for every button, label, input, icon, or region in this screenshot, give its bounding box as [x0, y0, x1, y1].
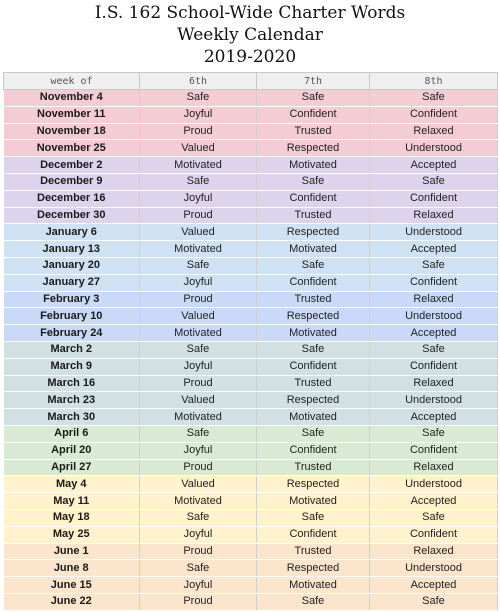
week-cell[interactable]: January 27 [4, 274, 140, 291]
document-subtitle: Weekly Calendar [177, 25, 323, 45]
grade-7-word-cell[interactable]: Respected [257, 560, 370, 577]
grade-6-word-cell[interactable]: Valued [140, 476, 257, 493]
week-cell[interactable]: April 20 [4, 442, 140, 459]
week-cell[interactable]: December 30 [4, 207, 140, 224]
table-row [4, 274, 498, 291]
grade-6-word-cell[interactable]: Safe [140, 560, 257, 577]
grade-7-word-cell[interactable]: Confident [257, 106, 370, 123]
grade-6-word-cell[interactable]: Valued [140, 140, 257, 157]
week-cell[interactable]: March 9 [4, 358, 140, 375]
grade-6-word-cell[interactable]: Safe [140, 341, 257, 358]
header-6th-grade[interactable]: 6th [140, 73, 257, 90]
grade-8-word-cell[interactable]: Safe [370, 509, 498, 526]
grade-7-word-cell[interactable]: Confident [257, 358, 370, 375]
grade-8-word-cell[interactable]: Accepted [370, 493, 498, 510]
table-body [4, 90, 498, 611]
grade-7-word-cell[interactable]: Trusted [257, 207, 370, 224]
grade-7-word-cell[interactable]: Confident [257, 274, 370, 291]
week-cell[interactable]: March 2 [4, 341, 140, 358]
grade-8-word-cell[interactable]: Accepted [370, 577, 498, 594]
table-row [4, 90, 498, 107]
table-row [4, 375, 498, 392]
grade-8-word-cell[interactable]: Understood [370, 476, 498, 493]
grade-7-word-cell[interactable]: Respected [257, 140, 370, 157]
week-cell[interactable]: December 9 [4, 173, 140, 190]
week-cell[interactable]: November 18 [4, 123, 140, 140]
grade-6-word-cell[interactable]: Proud [140, 543, 257, 560]
title-block [0, 0, 500, 72]
grade-6-word-cell[interactable]: Proud [140, 593, 257, 610]
table-row [4, 509, 498, 526]
grade-8-word-cell[interactable]: Safe [370, 173, 498, 190]
week-cell[interactable]: May 18 [4, 509, 140, 526]
week-cell[interactable]: February 3 [4, 291, 140, 308]
grade-6-word-cell[interactable]: Valued [140, 308, 257, 325]
grade-8-word-cell[interactable]: Accepted [370, 409, 498, 426]
table-row [4, 358, 498, 375]
grade-6-word-cell[interactable]: Proud [140, 123, 257, 140]
grade-8-word-cell[interactable]: Understood [370, 308, 498, 325]
week-cell[interactable]: March 23 [4, 392, 140, 409]
grade-7-word-cell[interactable]: Safe [257, 425, 370, 442]
header-7th-grade[interactable]: 7th [257, 73, 370, 90]
week-cell[interactable]: May 25 [4, 526, 140, 543]
grade-6-word-cell[interactable]: Joyful [140, 106, 257, 123]
week-cell[interactable]: March 16 [4, 375, 140, 392]
grade-7-word-cell[interactable]: Confident [257, 190, 370, 207]
charter-words-table [3, 72, 498, 611]
grade-7-word-cell[interactable]: Motivated [257, 241, 370, 258]
week-cell[interactable]: April 27 [4, 459, 140, 476]
table-row [4, 325, 498, 342]
grade-8-word-cell[interactable]: Confident [370, 190, 498, 207]
week-cell[interactable]: February 10 [4, 308, 140, 325]
grade-8-word-cell[interactable]: Accepted [370, 241, 498, 258]
grade-7-word-cell[interactable]: Confident [257, 442, 370, 459]
grade-8-word-cell[interactable]: Safe [370, 257, 498, 274]
week-cell[interactable]: June 1 [4, 543, 140, 560]
grade-6-word-cell[interactable]: Motivated [140, 409, 257, 426]
grade-7-word-cell[interactable]: Confident [257, 526, 370, 543]
grade-7-word-cell[interactable]: Trusted [257, 291, 370, 308]
grade-8-word-cell[interactable]: Accepted [370, 325, 498, 342]
table-row [4, 459, 498, 476]
grade-8-word-cell[interactable]: Understood [370, 140, 498, 157]
grade-8-word-cell[interactable]: Confident [370, 442, 498, 459]
grade-6-word-cell[interactable]: Safe [140, 509, 257, 526]
week-cell[interactable]: November 25 [4, 140, 140, 157]
week-cell[interactable]: January 13 [4, 241, 140, 258]
grade-7-word-cell[interactable]: Respected [257, 392, 370, 409]
week-cell[interactable]: December 2 [4, 157, 140, 174]
table-row [4, 291, 498, 308]
grade-6-word-cell[interactable]: Safe [140, 257, 257, 274]
grade-8-word-cell[interactable]: Relaxed [370, 207, 498, 224]
table-row [4, 526, 498, 543]
grade-7-word-cell[interactable]: Motivated [257, 409, 370, 426]
grade-7-word-cell[interactable]: Respected [257, 224, 370, 241]
table-row [4, 593, 498, 610]
header-8th-grade[interactable]: 8th [370, 73, 498, 90]
table-row [4, 190, 498, 207]
table-row [4, 106, 498, 123]
week-cell[interactable]: May 4 [4, 476, 140, 493]
grade-8-word-cell[interactable]: Understood [370, 560, 498, 577]
table-row [4, 425, 498, 442]
grade-6-word-cell[interactable]: Motivated [140, 241, 257, 258]
week-cell[interactable]: December 16 [4, 190, 140, 207]
grade-8-word-cell[interactable]: Safe [370, 341, 498, 358]
grade-7-word-cell[interactable]: Trusted [257, 543, 370, 560]
grade-6-word-cell[interactable]: Joyful [140, 442, 257, 459]
grade-7-word-cell[interactable]: Trusted [257, 123, 370, 140]
grade-7-word-cell[interactable]: Respected [257, 308, 370, 325]
table-row [4, 560, 498, 577]
grade-7-word-cell[interactable]: Motivated [257, 577, 370, 594]
grade-8-word-cell[interactable]: Safe [370, 593, 498, 610]
grade-6-word-cell[interactable]: Valued [140, 392, 257, 409]
grade-6-word-cell[interactable]: Safe [140, 90, 257, 107]
grade-6-word-cell[interactable]: Safe [140, 173, 257, 190]
grade-7-word-cell[interactable]: Trusted [257, 375, 370, 392]
grade-8-word-cell[interactable]: Confident [370, 106, 498, 123]
grade-7-word-cell[interactable]: Motivated [257, 157, 370, 174]
grade-6-word-cell[interactable]: Safe [140, 425, 257, 442]
grade-7-word-cell[interactable]: Trusted [257, 459, 370, 476]
grade-8-word-cell[interactable]: Accepted [370, 157, 498, 174]
table-row [4, 543, 498, 560]
grade-7-word-cell[interactable]: Safe [257, 257, 370, 274]
week-cell[interactable]: January 6 [4, 224, 140, 241]
grade-7-word-cell[interactable]: Safe [257, 173, 370, 190]
grade-8-word-cell[interactable]: Confident [370, 526, 498, 543]
table-row [4, 173, 498, 190]
table-row [4, 224, 498, 241]
week-cell[interactable]: April 6 [4, 425, 140, 442]
table-row [4, 577, 498, 594]
grade-7-word-cell[interactable]: Respected [257, 476, 370, 493]
table-row [4, 392, 498, 409]
grade-7-word-cell[interactable]: Safe [257, 593, 370, 610]
document-title: I.S. 162 School-Wide Charter Words [94, 3, 406, 23]
table-row [4, 493, 498, 510]
table-row [4, 241, 498, 258]
week-cell[interactable]: February 24 [4, 325, 140, 342]
table-row [4, 257, 498, 274]
grade-6-word-cell[interactable]: Proud [140, 207, 257, 224]
grade-8-word-cell[interactable]: Relaxed [370, 459, 498, 476]
grade-6-word-cell[interactable]: Motivated [140, 325, 257, 342]
grade-8-word-cell[interactable]: Confident [370, 274, 498, 291]
grade-6-word-cell[interactable]: Joyful [140, 526, 257, 543]
grade-6-word-cell[interactable]: Proud [140, 375, 257, 392]
week-cell[interactable]: January 20 [4, 257, 140, 274]
week-cell[interactable]: November 11 [4, 106, 140, 123]
table-row [4, 409, 498, 426]
table-row [4, 140, 498, 157]
grade-8-word-cell[interactable]: Understood [370, 224, 498, 241]
grade-6-word-cell[interactable]: Proud [140, 459, 257, 476]
week-cell[interactable]: June 22 [4, 593, 140, 610]
week-cell[interactable]: May 11 [4, 493, 140, 510]
grade-8-word-cell[interactable]: Relaxed [370, 375, 498, 392]
grade-7-word-cell[interactable]: Safe [257, 90, 370, 107]
school-year: 2019-2020 [203, 47, 297, 67]
table-row [4, 476, 498, 493]
header-row [4, 73, 498, 90]
grade-6-word-cell[interactable]: Joyful [140, 190, 257, 207]
week-cell[interactable]: June 8 [4, 560, 140, 577]
grade-8-word-cell[interactable]: Understood [370, 392, 498, 409]
grade-6-word-cell[interactable]: Motivated [140, 493, 257, 510]
grade-6-word-cell[interactable]: Joyful [140, 358, 257, 375]
table-row [4, 123, 498, 140]
table-row [4, 341, 498, 358]
grade-7-word-cell[interactable]: Motivated [257, 493, 370, 510]
week-cell[interactable]: March 30 [4, 409, 140, 426]
table-row [4, 442, 498, 459]
table-row [4, 308, 498, 325]
grade-8-word-cell[interactable]: Relaxed [370, 543, 498, 560]
table-row [4, 207, 498, 224]
grade-7-word-cell[interactable]: Motivated [257, 325, 370, 342]
grade-7-word-cell[interactable]: Safe [257, 509, 370, 526]
table-row [4, 157, 498, 174]
grade-6-word-cell[interactable]: Proud [140, 291, 257, 308]
week-cell[interactable]: June 15 [4, 577, 140, 594]
grade-8-word-cell[interactable]: Confident [370, 358, 498, 375]
header-week-of[interactable]: week of [4, 73, 140, 90]
grade-8-word-cell[interactable]: Safe [370, 425, 498, 442]
grade-8-word-cell[interactable]: Safe [370, 90, 498, 107]
grade-6-word-cell[interactable]: Motivated [140, 157, 257, 174]
grade-6-word-cell[interactable]: Joyful [140, 274, 257, 291]
grade-8-word-cell[interactable]: Relaxed [370, 291, 498, 308]
grade-7-word-cell[interactable]: Safe [257, 341, 370, 358]
week-cell[interactable]: November 4 [4, 90, 140, 107]
grade-6-word-cell[interactable]: Valued [140, 224, 257, 241]
grade-6-word-cell[interactable]: Joyful [140, 577, 257, 594]
grade-8-word-cell[interactable]: Relaxed [370, 123, 498, 140]
